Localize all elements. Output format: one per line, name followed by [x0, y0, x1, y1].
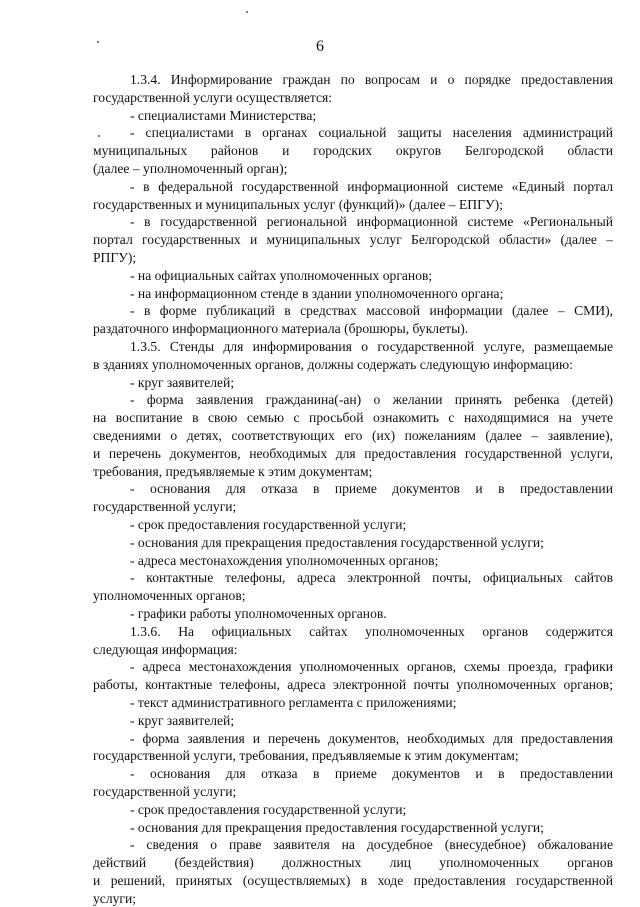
text-line: уполномоченных органов;: [93, 588, 246, 604]
text-line: - адреса местонахождения уполномоченных органов;: [130, 552, 439, 568]
text-line: - на официальных сайтах уполномоченных органов;: [130, 267, 433, 283]
text-line: работы, контактные телефоны, адреса электронной почты уполномоченных органов;: [93, 677, 613, 693]
text-line: государственной услуги осуществляется:: [93, 89, 333, 105]
text-line: действий (бездействия) должностных лиц уполномоченных органов: [93, 855, 613, 871]
text-line: 1.3.6. На официальных сайтах уполномоченных органов содержится: [130, 623, 613, 639]
text-line: - в федеральной государственной информационной системе «Единый портал: [130, 178, 613, 194]
text-line: следующая информация:: [93, 641, 238, 657]
text-line: 1.3.4. Информирование граждан по вопросам и о порядке предоставления: [130, 72, 613, 87]
page-number: 6: [316, 38, 324, 55]
text-line: муниципальных районов и городских округов Белгородской области: [93, 143, 613, 159]
text-line: государственной услуги;: [93, 499, 237, 515]
text-line: - основания для прекращения предоставления государственной услуги;: [130, 819, 544, 835]
text-line: РПГУ);: [93, 250, 137, 265]
text-line: государственной услуги, требования, предъявляемые к этим документам;: [93, 748, 519, 764]
text-line: сведениями о детях, соответствующих его (их) пожеланиям (далее – заявление),: [93, 428, 613, 443]
text-line: - форма заявления и перечень документов, необходимых для предоставления: [130, 730, 613, 746]
text-line: - основания для прекращения предоставления государственной услуги;: [130, 534, 544, 550]
text-line: - круг заявителей;: [130, 374, 235, 390]
text-line: - специалистами в органах социальной защиты населения администраций: [130, 125, 613, 141]
text-line: - специалистами Министерства;: [130, 107, 317, 123]
text-line: - круг заявителей;: [130, 712, 235, 728]
text-line: - основания для отказа в приеме документов и в предоставлении: [130, 481, 613, 497]
text-line: - в форме публикаций в средствах массовой информации (далее – СМИ),: [130, 303, 613, 319]
text-line: - сведения о праве заявителя на досудебное (внесудебное) обжалование: [130, 837, 613, 853]
text-line: - текст административного регламента с приложениями;: [130, 695, 457, 710]
text-line: - срок предоставления государственной услуги;: [130, 517, 407, 532]
text-line: в зданиях уполномоченных органов, должны содержать следующую информацию:: [93, 356, 573, 372]
text-line: на воспитание в свою семью с просьбой ознакомить с находящимися на учете: [93, 410, 613, 426]
text-line: - адреса местонахождения уполномоченных органов, схемы проезда, графики: [130, 659, 613, 675]
text-line: портал государственных и муниципальных услуг Белгородской области» (далее –: [93, 232, 613, 248]
text-line: - форма заявления гражданина(-ан) о желании принять ребенка (детей): [130, 392, 613, 408]
text-line: - графики работы уполномоченных органов.: [130, 606, 387, 621]
text-line: 1.3.5. Стенды для информирования о государственной услуге, размещаемые: [130, 339, 613, 354]
text-line: - контактные телефоны, адреса электронной почты, официальных сайтов: [130, 570, 613, 586]
text-line: и решений, принятых (осуществляемых) в ходе предоставления государственной: [93, 873, 613, 888]
text-line: - основания для отказа в приеме документов и в предоставлении: [130, 766, 613, 782]
text-line: - срок предоставления государственной услуги;: [130, 801, 407, 817]
text-line: и перечень документов, необходимых для предоставления государственной услуги,: [93, 445, 613, 461]
text-line: государственных и муниципальных услуг (функций)» (далее – ЕПГУ);: [93, 196, 503, 212]
text-line: - в государственной региональной информационной системе «Региональный: [130, 214, 613, 230]
text-line: раздаточного информационного материала (брошюры, буклеты).: [93, 321, 469, 337]
text-line: (далее – уполномоченный орган);: [93, 161, 288, 176]
text-line: - на информационном стенде в здании уполномоченного органа;: [130, 285, 504, 301]
text-line: услуги;: [93, 890, 137, 906]
scan-speck: [246, 11, 248, 13]
text-line: требования, предъявляемые к этим документам;: [93, 463, 373, 479]
text-line: государственной услуги;: [93, 784, 237, 799]
